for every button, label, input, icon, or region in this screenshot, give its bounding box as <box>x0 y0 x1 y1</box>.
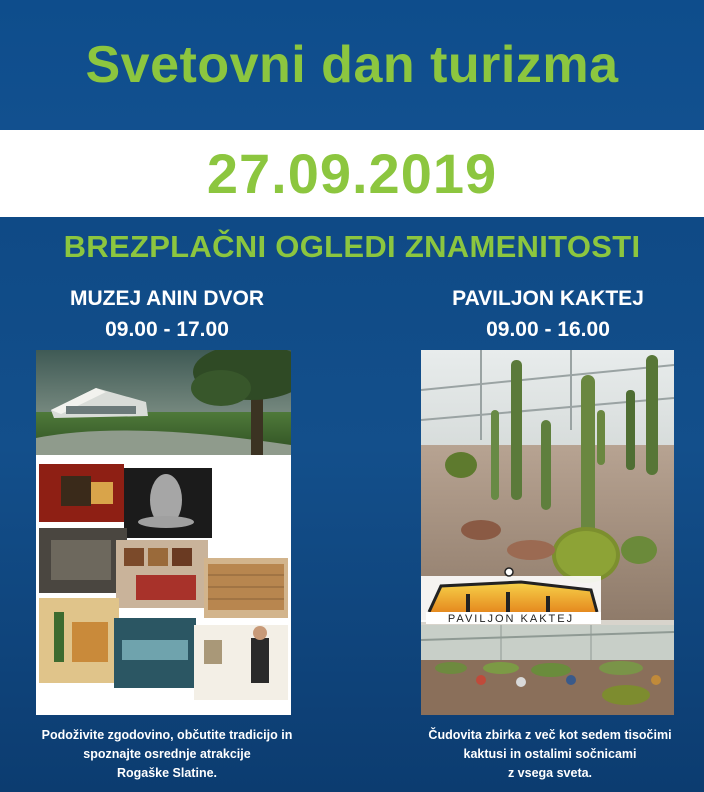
date-band <box>0 130 704 217</box>
page-title: Svetovni dan turizma <box>85 36 619 94</box>
museum-photo-collage <box>36 350 291 715</box>
cactus-description <box>410 726 690 783</box>
description-line: Rogaške Slatine. <box>116 766 218 780</box>
venue-hours: 09.00 - 17.00 <box>105 318 229 341</box>
venue-heading-muzej <box>22 283 312 345</box>
description-line: kaktusi in ostalimi sočnicami <box>463 747 637 761</box>
venue-hours: 09.00 - 16.00 <box>486 318 610 341</box>
venue-heading-kaktej <box>398 283 698 345</box>
cactus-photo-collage <box>421 350 674 715</box>
museum-collage-image <box>36 350 291 715</box>
description-line: Podoživite zgodovino, občutite tradicijo in <box>41 728 293 742</box>
header-band <box>0 0 704 130</box>
pavilion-logo-text: PAVILJON KAKTEJ <box>447 613 575 625</box>
subtitle: BREZPLAČNI OGLEDI ZNAMENITOSTI <box>63 229 641 264</box>
venue-name: PAVILJON KAKTEJ <box>452 287 644 310</box>
event-date: 27.09.2019 <box>206 142 498 205</box>
description-line: spoznajte osrednje atrakcije <box>83 747 251 761</box>
museum-description <box>22 726 312 783</box>
description-line: z vsega sveta. <box>507 766 593 780</box>
cactus-collage-image <box>421 350 674 715</box>
description-line: Čudovita zbirka z več kot sedem tisočimi <box>428 728 672 742</box>
main-section <box>0 217 704 792</box>
venue-name: MUZEJ ANIN DVOR <box>69 287 265 310</box>
